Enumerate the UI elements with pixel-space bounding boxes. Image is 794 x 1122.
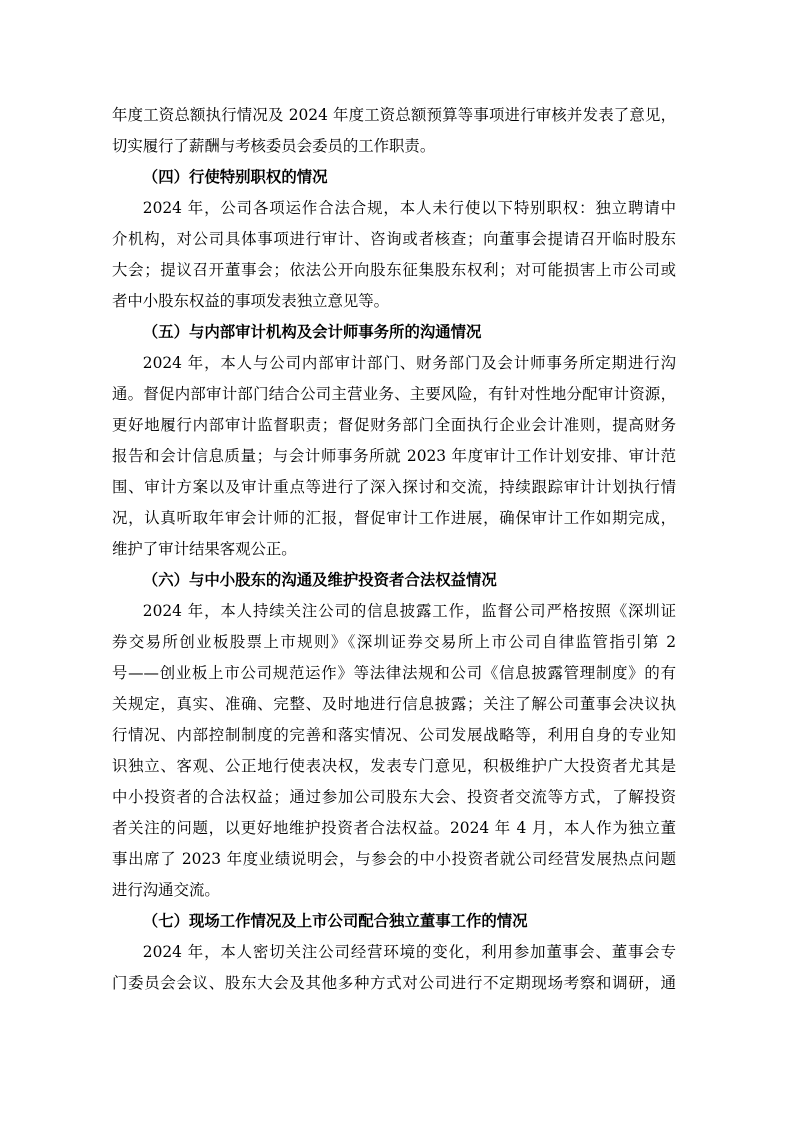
heading-section-5: （五）与内部审计机构及会计师事务所的沟通情况: [142, 323, 482, 341]
document-content: [112, 100, 676, 999]
text-line: 号——创业板上市公司规范运作》等法律法规和公司《信息披露管理制度》的有: [112, 664, 676, 682]
text-line: 2024 年，本人与公司内部审计部门、财务部门及会计师事务所定期进行沟: [142, 354, 676, 372]
text-line: 者关注的问题，以更好地维护投资者合法权益。2024 年 4 月，本人作为独立董: [112, 819, 676, 837]
heading-section-6: （六）与中小股东的沟通及维护投资者合法权益情况: [142, 571, 497, 589]
text-line: 维护了审计结果客观公正。: [112, 540, 297, 558]
text-line: 切实履行了薪酬与考核委员会委员的工作职责。: [112, 137, 436, 155]
text-line: 门委员会会议、股东大会及其他多种方式对公司进行不定期现场考察和调研，通: [112, 974, 676, 992]
text-line: 报告和会计信息质量；与会计师事务所就 2023 年度审计工作计划安排、审计范: [112, 447, 676, 465]
text-line: 2024 年，公司各项运作合法合规，本人未行使以下特别职权：独立聘请中: [142, 199, 676, 217]
text-line: 年度工资总额执行情况及 2024 年度工资总额预算等事项进行审核并发表了意见，: [112, 106, 676, 124]
text-line: 况，认真听取年审会计师的汇报，督促审计工作进展，确保审计工作如期完成，: [112, 509, 676, 527]
text-line: 通。督促内部审计部门结合公司主营业务、主要风险，有针对性地分配审计资源，: [112, 385, 676, 403]
text-line: 介机构，对公司具体事项进行审计、咨询或者核查；向董事会提请召开临时股东: [112, 230, 676, 248]
text-line: 关规定，真实、准确、完整、及时地进行信息披露；关注了解公司董事会决议执: [112, 695, 676, 713]
text-line: 中小投资者的合法权益；通过参加公司股东大会、投资者交流等方式，了解投资: [112, 788, 676, 806]
text-line: 行情况、内部控制制度的完善和落实情况、公司发展战略等，利用自身的专业知: [112, 726, 676, 744]
heading-section-7: （七）现场工作情况及上市公司配合独立董事工作的情况: [142, 912, 528, 930]
heading-section-4: （四）行使特别职权的情况: [142, 168, 328, 186]
text-line: 事出席了 2023 年度业绩说明会，与参会的中小投资者就公司经营发展热点问题: [112, 850, 676, 868]
text-line: 2024 年，本人持续关注公司的信息披露工作，监督公司严格按照《深圳证: [142, 602, 676, 620]
text-line: 更好地履行内部审计监督职责；督促财务部门全面执行企业会计准则，提高财务: [112, 416, 676, 434]
text-line: 2024 年，本人密切关注公司经营环境的变化，利用参加董事会、董事会专: [142, 943, 676, 961]
text-line: 识独立、客观、公正地行使表决权，发表专门意见，积极维护广大投资者尤其是: [112, 757, 676, 775]
text-line: 券交易所创业板股票上市规则》《深圳证券交易所上市公司自律监管指引第 2: [112, 633, 676, 651]
text-line: 进行沟通交流。: [112, 881, 220, 899]
text-line: 围、审计方案以及审计重点等进行了深入探讨和交流，持续跟踪审计计划执行情: [112, 478, 676, 496]
text-line: 大会；提议召开董事会；依法公开向股东征集股东权利；对可能损害上市公司或: [112, 261, 676, 279]
text-line: 者中小股东权益的事项发表独立意见等。: [112, 292, 390, 310]
